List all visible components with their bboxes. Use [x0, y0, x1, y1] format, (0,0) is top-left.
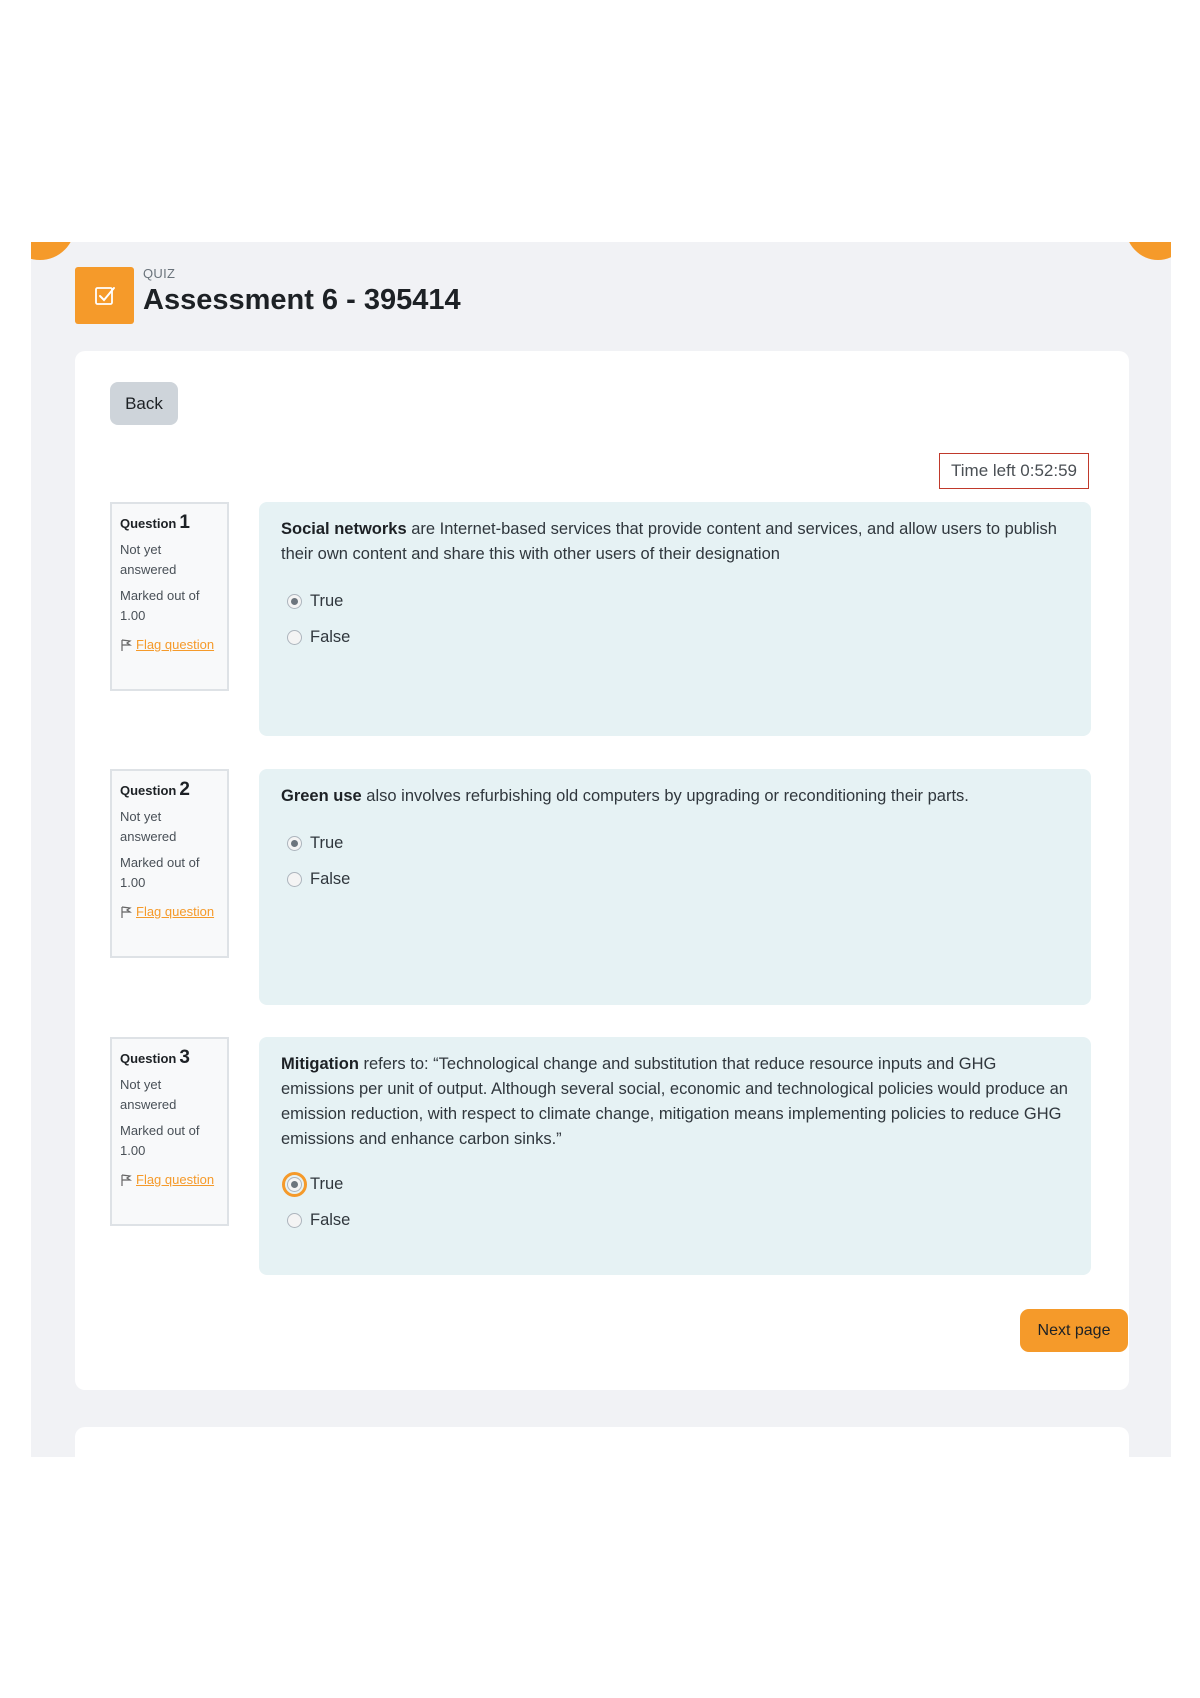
- question-text: Mitigation refers to: “Technological change and substitution that reduce resource inputs and GHG emissions per unit of output. Although several social, economic and technological policies would produce an emission reduction, with respect to climate change, mitigation means implementing policies to reduce GHG emissions and enhance carbon sinks.”: [281, 1055, 1068, 1148]
- question-info-1: [110, 502, 229, 691]
- flag-question-text[interactable]: Flag question: [136, 904, 215, 919]
- radio-true[interactable]: [287, 594, 302, 609]
- timer: Time left 0:52:59: [939, 453, 1089, 489]
- radio-false[interactable]: [287, 630, 302, 645]
- radio-selected-dot: [291, 1181, 298, 1188]
- flag-question-link[interactable]: [120, 635, 219, 657]
- question-box-2: [259, 769, 1091, 1005]
- flag-icon: [120, 638, 132, 657]
- question-status: Not yet answered: [120, 1077, 177, 1112]
- question-number: Question 3: [120, 1047, 190, 1068]
- quiz-card: [75, 351, 1129, 1390]
- question-info-3: [110, 1037, 229, 1226]
- answer-option-false[interactable]: False: [281, 1208, 1069, 1232]
- answer-options: [281, 831, 1069, 891]
- radio-false[interactable]: [287, 872, 302, 887]
- radio-selected-dot: [291, 598, 298, 605]
- answer-option-true[interactable]: True: [281, 1172, 1069, 1196]
- answer-option-false[interactable]: False: [281, 625, 1069, 649]
- question-marks: Marked out of 1.00: [120, 588, 200, 623]
- question-marks: Marked out of 1.00: [120, 855, 200, 890]
- next-page-button[interactable]: Next page: [1020, 1309, 1128, 1352]
- question-number: Question 2: [120, 779, 190, 800]
- radio-selected-dot: [291, 840, 298, 847]
- question-text: Green use also involves refurbishing old computers by upgrading or reconditioning their parts.: [281, 787, 969, 805]
- radio-true[interactable]: [287, 1177, 302, 1192]
- question-box-1: [259, 502, 1091, 736]
- page-title: Assessment 6 - 395414: [143, 284, 461, 316]
- answer-option-true[interactable]: True: [281, 831, 1069, 855]
- flag-question-link[interactable]: [120, 902, 219, 924]
- app-screen: [31, 242, 1171, 1457]
- question-status: Not yet answered: [120, 809, 177, 844]
- corner-decoration-left: [31, 242, 75, 260]
- back-button[interactable]: Back: [110, 382, 178, 425]
- activity-type-label: QUIZ: [143, 266, 176, 281]
- flag-question-text[interactable]: Flag question: [136, 1172, 215, 1187]
- breadcrumb: [81, 242, 681, 246]
- question-status: Not yet answered: [120, 542, 177, 577]
- flag-question-link[interactable]: [120, 1170, 219, 1192]
- answer-option-false[interactable]: False: [281, 867, 1069, 891]
- question-text: Social networks are Internet-based services that provide content and services, and allow users to publish their own content and share this with other users of their designation: [281, 520, 1057, 563]
- question-info-2: [110, 769, 229, 958]
- question-marks: Marked out of 1.00: [120, 1123, 200, 1158]
- quiz-icon: [75, 267, 134, 324]
- flag-icon: [120, 905, 132, 924]
- question-box-3: [259, 1037, 1091, 1275]
- flag-question-text[interactable]: Flag question: [136, 637, 215, 652]
- question-number: Question 1: [120, 512, 190, 533]
- flag-icon: [120, 1173, 132, 1192]
- navigation-card: [75, 1427, 1129, 1457]
- corner-decoration-right: [1125, 242, 1171, 260]
- answer-options: [281, 1172, 1069, 1232]
- answer-options: [281, 589, 1069, 649]
- radio-false[interactable]: [287, 1213, 302, 1228]
- answer-option-true[interactable]: True: [281, 589, 1069, 613]
- radio-true[interactable]: [287, 836, 302, 851]
